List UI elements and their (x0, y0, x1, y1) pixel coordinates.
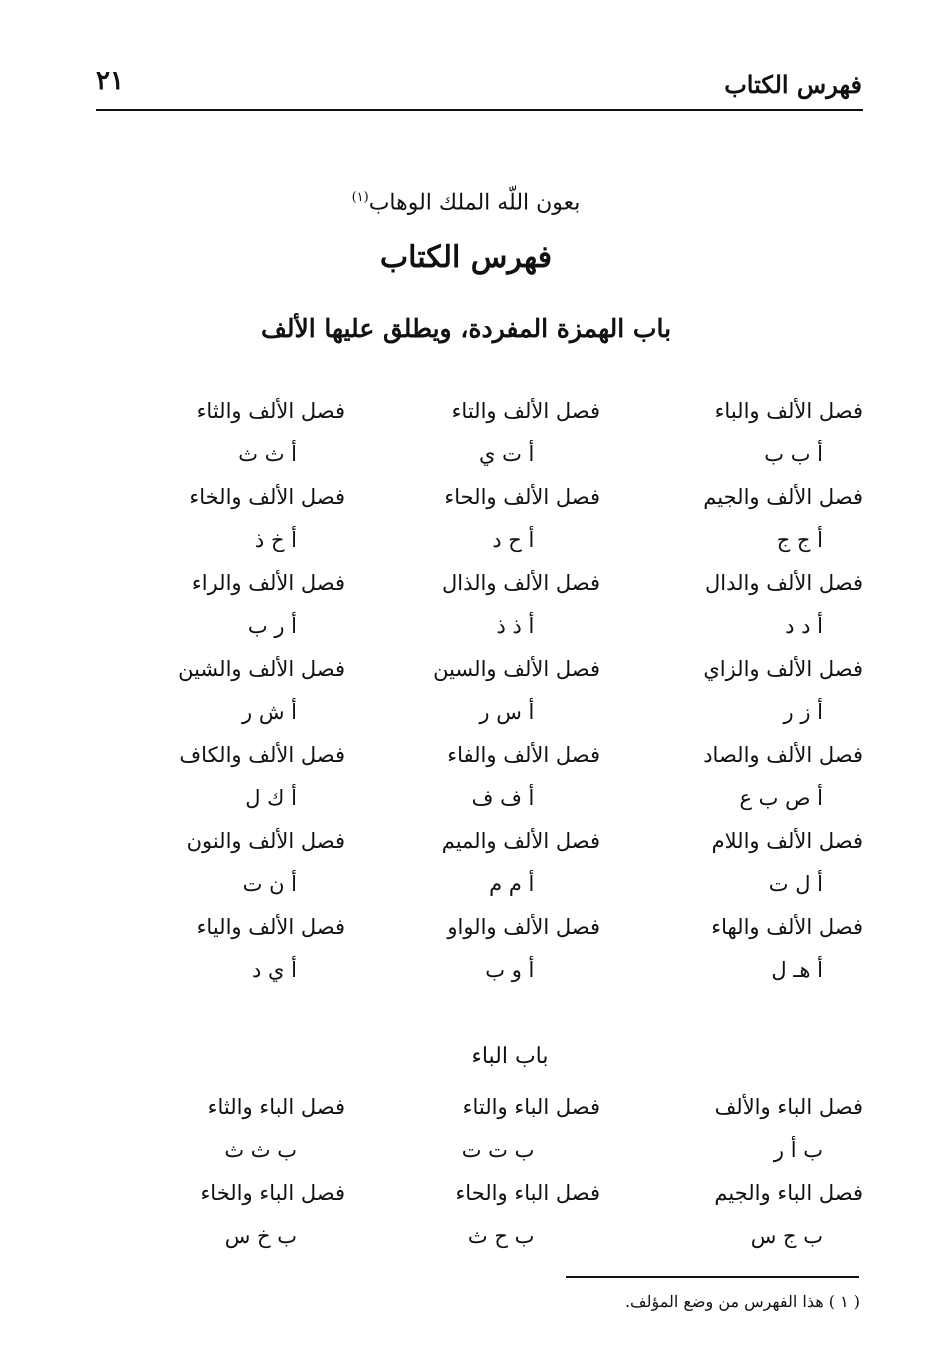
section-name-row (96, 1086, 863, 1129)
section-name: فصل الألف والهاء (711, 915, 863, 939)
section-name: فصل الألف والتاء (451, 399, 600, 423)
section-letters-row (96, 691, 863, 734)
section-root-letters: أ د د (785, 614, 823, 638)
section-letters-row (96, 433, 863, 476)
section-root-letters: أ هـ ل (771, 958, 823, 982)
section-root-letters: أ ص ب ع (739, 786, 823, 810)
section-name: فصل الألف والصاد (703, 743, 863, 767)
section-name-row (96, 906, 863, 949)
section-root-letters: أ ن ت (242, 872, 298, 896)
section-name: فصل الباء والجيم (714, 1181, 863, 1205)
invocation-text: بعون اللّه الملك الوهاب (368, 190, 581, 216)
page-number: ٢١ (96, 66, 124, 96)
section-root-letters: ب أ ر (773, 1138, 823, 1162)
section-letters-row (96, 863, 863, 906)
running-header-title: فهرس الكتاب (724, 70, 862, 99)
section-root-letters: أ ت ي (478, 442, 535, 466)
section-name: فصل الألف والنون (186, 829, 345, 853)
section-name: فصل الألف والسين (433, 657, 600, 681)
section-name: فصل الألف والذال (442, 571, 600, 595)
section-name: فصل الألف والشين (178, 657, 345, 681)
section-letters-row (96, 1129, 863, 1172)
section-name: فصل الألف والفاء (447, 743, 600, 767)
section-root-letters: أ ث ث (238, 442, 298, 466)
section-root-letters: أ م م (489, 872, 535, 896)
section-root-letters: ب خ س (224, 1224, 298, 1248)
section-name: فصل الألف والميم (441, 829, 600, 853)
section-name: فصل الألف والياء (196, 915, 345, 939)
section-letters-row (96, 519, 863, 562)
section-name: فصل الألف والزاي (703, 657, 863, 681)
section-root-letters: ب ث ث (224, 1138, 298, 1162)
section-name: فصل الباء والألف (714, 1095, 863, 1119)
chapter-ba-grid (96, 1086, 863, 1258)
section-name: فصل الألف والدال (705, 571, 863, 595)
section-name-row (96, 1172, 863, 1215)
section-name: فصل الألف واللام (711, 829, 863, 853)
section-name: فصل الألف والراء (191, 571, 345, 595)
section-name-row (96, 734, 863, 777)
footnote-rule (566, 1276, 859, 1278)
section-name-row (96, 820, 863, 863)
invocation (0, 190, 932, 215)
footnote: ( ١ ) هذا الفهرس من وضع المؤلف. (624, 1292, 860, 1311)
section-name: فصل الألف والخاء (189, 485, 345, 509)
section-name: فصل الألف والثاء (196, 399, 345, 423)
section-name: فصل الألف والكاف (179, 743, 345, 767)
section-name: فصل الباء والتاء (462, 1095, 600, 1119)
section-root-letters: أ خ ذ (254, 528, 298, 552)
section-name-row (96, 390, 863, 433)
chapter-hamza-title: باب الهمزة المفردة، ويطلق عليها الألف (260, 314, 672, 343)
section-root-letters: أ ل ت (768, 872, 823, 896)
section-root-letters: أ و ب (485, 958, 535, 982)
section-name-row (96, 648, 863, 691)
section-root-letters: أ س ر (479, 700, 535, 724)
section-letters-row (96, 1215, 863, 1258)
section-root-letters: ب ح ث (467, 1224, 535, 1248)
section-root-letters: أ ز ر (783, 700, 823, 724)
section-name: فصل الألف والواو (447, 915, 600, 939)
section-root-letters: أ ي د (252, 958, 298, 982)
section-root-letters: أ ذ ذ (496, 614, 535, 638)
section-name-row (96, 562, 863, 605)
section-name: فصل الباء والثاء (207, 1095, 345, 1119)
book-title: فهرس الكتاب (379, 240, 553, 275)
section-root-letters: أ ف ف (471, 786, 535, 810)
header-rule (96, 109, 863, 111)
chapter-hamza-grid (96, 390, 863, 992)
section-root-letters: ب ت ت (461, 1138, 535, 1162)
footnote-mark: (١) (351, 190, 369, 205)
section-name: فصل الباء والخاء (200, 1181, 345, 1205)
section-name-row (96, 476, 863, 519)
section-name: فصل الباء والحاء (455, 1181, 600, 1205)
section-name: فصل الألف والباء (714, 399, 863, 423)
section-letters-row (96, 777, 863, 820)
section-letters-row (96, 949, 863, 992)
section-name: فصل الألف والجيم (703, 485, 863, 509)
section-root-letters: أ ح د (492, 528, 535, 552)
section-name: فصل الألف والحاء (444, 485, 600, 509)
section-root-letters: أ ر ب (247, 614, 298, 638)
section-root-letters: أ ج ج (776, 528, 823, 552)
section-root-letters: أ ش ر (242, 700, 298, 724)
section-root-letters: أ ك ل (245, 786, 298, 810)
section-root-letters: ب ج س (750, 1224, 823, 1248)
section-letters-row (96, 605, 863, 648)
chapter-ba-title: باب الباء (471, 1044, 549, 1069)
section-root-letters: أ ب ب (764, 442, 823, 466)
